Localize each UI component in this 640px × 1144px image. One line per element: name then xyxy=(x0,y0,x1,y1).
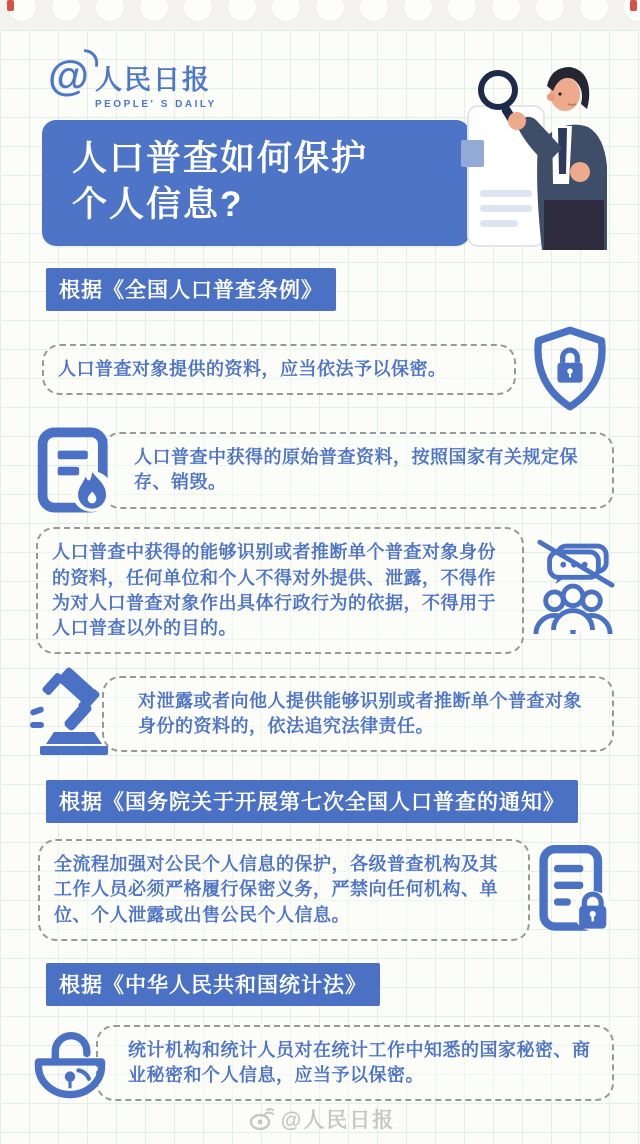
red-corner-mark-right xyxy=(630,0,637,11)
watermark-text: @人民日报 xyxy=(280,1108,396,1132)
rule-text: 人口普查中获得的原始普查资料，按照国家有关规定保存、销毁。 xyxy=(102,432,614,508)
section-heading-statistics-law: 根据《中华人民共和国统计法》 xyxy=(46,963,380,1006)
document-lock-icon xyxy=(538,844,614,936)
at-megaphone-icon: @ xyxy=(48,56,89,96)
red-corner-mark-left xyxy=(7,0,14,11)
logo-english-name: PEOPLE' S DAILY xyxy=(94,99,217,110)
rule-text: 人口普查中获得的能够识别或者推断单个普查对象身份的资料，任何单位和个人不得对外提供、泄露，不得作为对人口普查对象作出具体行政行为的依据，不得用于人口普查以外的目的。 xyxy=(36,527,524,654)
census-inspector-illustration xyxy=(446,64,622,250)
rule-item xyxy=(36,527,614,654)
logo-chinese-name: 人民日报 xyxy=(94,65,211,95)
poster-title xyxy=(42,120,470,246)
weibo-icon xyxy=(249,1108,275,1130)
rule-text: 对泄露或者向他人提供能够识别或者推断单个普查对象身份的资料的，依法追究法律责任。 xyxy=(102,676,614,752)
rule-item xyxy=(42,325,614,413)
padlock-icon xyxy=(30,1022,110,1104)
rule-text: 人口普查对象提供的资料，应当依法予以保密。 xyxy=(42,344,516,395)
rule-item xyxy=(38,839,614,941)
torn-paper-edge xyxy=(0,0,640,30)
title-line-1: 人口普查如何保护 xyxy=(72,139,369,178)
gavel-icon xyxy=(28,670,120,758)
grid-paper xyxy=(0,30,640,1144)
rule-item xyxy=(28,670,614,758)
shield-lock-icon xyxy=(526,325,614,413)
rule-text: 全流程加强对公民个人信息的保护，各级普查机构及其工作人员必须严格履行保密义务，严禁向任何机构、单位、个人泄露或出售公民个人信息。 xyxy=(38,839,530,941)
title-line-2: 个人信息? xyxy=(72,185,244,225)
watermark xyxy=(30,1104,614,1134)
no-disclosure-people-icon xyxy=(532,540,614,642)
document-burn-icon xyxy=(36,427,118,513)
rule-item xyxy=(30,1022,614,1104)
rule-item xyxy=(36,427,614,513)
section-heading-state-council-notice: 根据《国务院关于开展第七次全国人口普查的通知》 xyxy=(46,780,578,823)
rule-text: 统计机构和统计人员对在统计工作中知悉的国家秘密、商业秘密和个人信息，应当予以保密。 xyxy=(96,1025,614,1101)
section-heading-census-regulations: 根据《全国人口普查条例》 xyxy=(46,268,336,311)
